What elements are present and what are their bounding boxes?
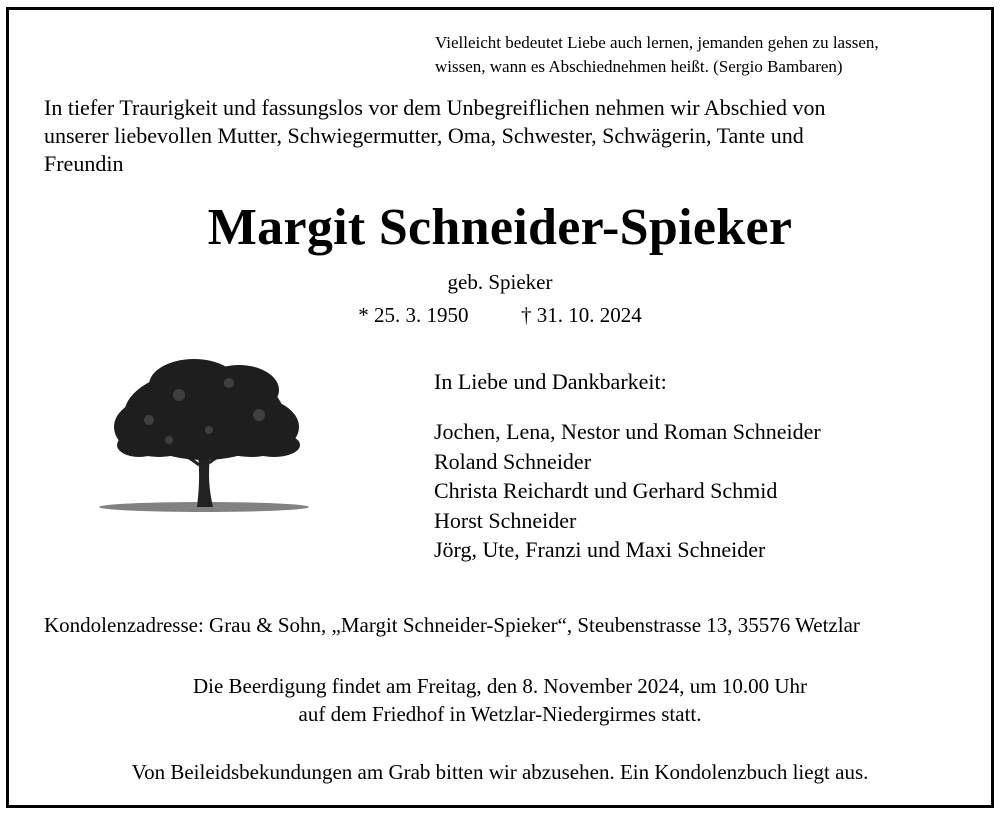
condolence-address: Kondolenzadresse: Grau & Sohn, „Margit Schneider-Spieker“, Steubenstrasse 13, 35576 Wetzlar [44, 613, 860, 637]
mourner-entry: Horst Schneider [434, 507, 577, 533]
deceased-name: Margit Schneider-Spieker [207, 199, 793, 256]
intro-line: unserer liebevollen Mutter, Schwiegermutter, Oma, Schwester, Schwägerin, Tante und [44, 123, 804, 148]
mourners-list [434, 417, 821, 565]
quote-line: wissen, wann es Abschiednehmen heißt. (Sergio Bambaren) [435, 57, 843, 76]
death-date: † 31. 10. 2024 [521, 303, 642, 327]
mourner-entry: Jochen, Lena, Nestor und Roman Schneider [434, 419, 821, 444]
life-dates [9, 301, 991, 329]
birth-date: * 25. 3. 1950 [358, 303, 469, 327]
birth-name: geb. Spieker [447, 270, 553, 294]
intro-line: Freundin [44, 151, 124, 176]
closing-note: Von Beileidsbekundungen am Grab bitten wir abzusehen. Ein Kondolenzbuch liegt aus. [131, 760, 869, 784]
mourner-entry: Roland Schneider [434, 448, 592, 474]
intro-line: In tiefer Traurigkeit und fassungslos vor dem Unbegreiflichen nehmen wir Abschied von [44, 95, 826, 120]
quote-line: Vielleicht bedeutet Liebe auch lernen, jemanden gehen zu lassen, [435, 33, 879, 52]
funeral-line: Die Beerdigung findet am Freitag, den 8. November 2024, um 10.00 Uhr [192, 674, 808, 698]
funeral-info [9, 672, 991, 728]
mourner-entry: Jörg, Ute, Franzi und Maxi Schneider [434, 537, 766, 562]
quote [435, 31, 975, 79]
tree-illustration-icon [99, 355, 309, 515]
intro-text [44, 94, 964, 178]
thanks-heading: In Liebe und Dankbarkeit: [434, 369, 667, 394]
mourner-entry: Christa Reichardt und Gerhard Schmid [434, 478, 778, 503]
obituary-notice [6, 7, 994, 808]
funeral-line: auf dem Friedhof in Wetzlar-Niedergirmes statt. [298, 702, 702, 726]
